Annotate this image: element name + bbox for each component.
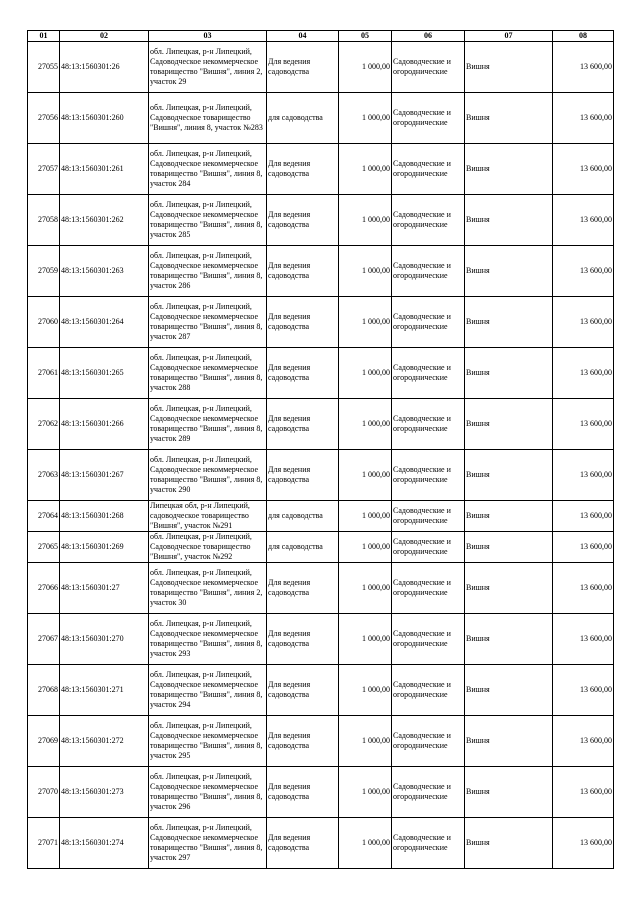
cell-area-value: 1 000,00	[339, 144, 392, 195]
cell-land-category: Садоводческие и огороднические	[392, 501, 465, 532]
cell-cadastral-value: 13 600,00	[553, 716, 614, 767]
col-header-04: 04	[267, 31, 339, 42]
cell-address	[149, 348, 267, 399]
address-text: обл. Липецкая, р-н Липецкий, Садоводческое некоммерческое товарищество "Вишня", линия 2, участок 30	[150, 568, 263, 607]
cell-row-number: 27070	[28, 767, 60, 818]
cell-cadastral-number: 48:13:1560301:267	[60, 450, 149, 501]
address-text: Липецкая обл, р-н Липецкий, садоводческое товарищество "Вишня", участок №291	[150, 501, 250, 530]
cell-land-category: Садоводческие и огороднические	[392, 297, 465, 348]
cell-row-number: 27069	[28, 716, 60, 767]
cell-permitted-use: Для ведения садоводства	[267, 399, 339, 450]
cell-cadastral-number: 48:13:1560301:263	[60, 246, 149, 297]
cell-cadastral-number: 48:13:1560301:274	[60, 818, 149, 869]
address-text: обл. Липецкая, р-н Липецкий, Садоводческое некоммерческое товарищество "Вишня", линия 8, участок 295	[150, 721, 263, 760]
cell-row-number: 27061	[28, 348, 60, 399]
table-row	[28, 532, 614, 563]
col-header-05: 05	[339, 31, 392, 42]
cell-land-category: Садоводческие и огороднические	[392, 246, 465, 297]
cell-cadastral-value: 13 600,00	[553, 532, 614, 563]
cell-address	[149, 93, 267, 144]
land-register-table	[27, 30, 614, 869]
cell-permitted-use: Для ведения садоводства	[267, 246, 339, 297]
address-text: обл. Липецкая, р-н Липецкий, Садоводческое некоммерческое товарищество "Вишня", линия 8, участок 288	[150, 353, 263, 392]
table-row	[28, 501, 614, 532]
cell-permitted-use: для садоводства	[267, 93, 339, 144]
cell-permitted-use: для садоводства	[267, 532, 339, 563]
cell-address	[149, 246, 267, 297]
cell-cadastral-value: 13 600,00	[553, 665, 614, 716]
cell-association-name: Вишня	[465, 614, 553, 665]
cell-area-value: 1 000,00	[339, 818, 392, 869]
address-text: обл. Липецкая, р-н Липецкий, Садоводческое некоммерческое товарищество "Вишня", линия 8, участок 287	[150, 302, 263, 341]
cell-row-number: 27068	[28, 665, 60, 716]
table-row	[28, 399, 614, 450]
cell-cadastral-number: 48:13:1560301:264	[60, 297, 149, 348]
cell-permitted-use: Для ведения садоводства	[267, 42, 339, 93]
cell-association-name: Вишня	[465, 42, 553, 93]
cell-association-name: Вишня	[465, 716, 553, 767]
cell-association-name: Вишня	[465, 665, 553, 716]
address-text: обл. Липецкая, р-н Липецкий, Садоводческое некоммерческое товарищество "Вишня", линия 8, участок 289	[150, 404, 263, 443]
cell-area-value: 1 000,00	[339, 93, 392, 144]
cell-address	[149, 144, 267, 195]
cell-cadastral-number: 48:13:1560301:268	[60, 501, 149, 532]
cell-area-value: 1 000,00	[339, 665, 392, 716]
header-row	[28, 31, 614, 42]
address-text: обл. Липецкая, р-н Липецкий, Садоводческое некоммерческое товарищество "Вишня", линия 8, участок 297	[150, 823, 263, 862]
cell-address	[149, 501, 267, 532]
cell-association-name: Вишня	[465, 563, 553, 614]
address-text: обл. Липецкая, р-н Липецкий, Садоводческое некоммерческое товарищество "Вишня", линия 2, участок 29	[150, 47, 263, 86]
cell-row-number: 27060	[28, 297, 60, 348]
table-row	[28, 42, 614, 93]
cell-address	[149, 532, 267, 563]
cell-permitted-use: Для ведения садоводства	[267, 665, 339, 716]
table-row	[28, 563, 614, 614]
cell-land-category: Садоводческие и огороднические	[392, 42, 465, 93]
cell-row-number: 27066	[28, 563, 60, 614]
cell-cadastral-number: 48:13:1560301:261	[60, 144, 149, 195]
table-row	[28, 195, 614, 246]
cell-area-value: 1 000,00	[339, 767, 392, 818]
cell-association-name: Вишня	[465, 246, 553, 297]
cell-permitted-use: Для ведения садоводства	[267, 195, 339, 246]
address-text: обл. Липецкая, р-н Липецкий, Садоводческое некоммерческое товарищество "Вишня", линия 8, участок 285	[150, 200, 263, 239]
cell-land-category: Садоводческие и огороднические	[392, 348, 465, 399]
col-header-02: 02	[60, 31, 149, 42]
col-header-03: 03	[149, 31, 267, 42]
cell-land-category: Садоводческие и огороднические	[392, 818, 465, 869]
cell-cadastral-number: 48:13:1560301:266	[60, 399, 149, 450]
cell-cadastral-number: 48:13:1560301:27	[60, 563, 149, 614]
cell-land-category: Садоводческие и огороднические	[392, 767, 465, 818]
cell-association-name: Вишня	[465, 93, 553, 144]
cell-permitted-use: Для ведения садоводства	[267, 348, 339, 399]
table-row	[28, 716, 614, 767]
cell-address	[149, 665, 267, 716]
cell-area-value: 1 000,00	[339, 399, 392, 450]
cell-row-number: 27065	[28, 532, 60, 563]
table-row	[28, 144, 614, 195]
cell-permitted-use: Для ведения садоводства	[267, 563, 339, 614]
cell-row-number: 27058	[28, 195, 60, 246]
cell-permitted-use: Для ведения садоводства	[267, 450, 339, 501]
cell-permitted-use: Для ведения садоводства	[267, 818, 339, 869]
cell-land-category: Садоводческие и огороднические	[392, 195, 465, 246]
table-row	[28, 450, 614, 501]
cell-permitted-use: Для ведения садоводства	[267, 144, 339, 195]
cell-cadastral-number: 48:13:1560301:270	[60, 614, 149, 665]
cell-address	[149, 818, 267, 869]
cell-land-category: Садоводческие и огороднические	[392, 399, 465, 450]
cell-row-number: 27057	[28, 144, 60, 195]
cell-area-value: 1 000,00	[339, 450, 392, 501]
cell-area-value: 1 000,00	[339, 348, 392, 399]
table-row	[28, 297, 614, 348]
address-text: обл. Липецкая, р-н Липецкий, Садоводческое некоммерческое товарищество "Вишня", линия 8, участок 296	[150, 772, 263, 811]
cell-permitted-use: Для ведения садоводства	[267, 297, 339, 348]
cell-address	[149, 42, 267, 93]
cell-area-value: 1 000,00	[339, 501, 392, 532]
cell-area-value: 1 000,00	[339, 532, 392, 563]
cell-cadastral-value: 13 600,00	[553, 767, 614, 818]
address-text: обл. Липецкая, р-н Липецкий, Садоводческое некоммерческое товарищество "Вишня", линия 8, участок 284	[150, 149, 263, 188]
table-row	[28, 246, 614, 297]
cell-land-category: Садоводческие и огороднические	[392, 450, 465, 501]
cell-land-category: Садоводческие и огороднические	[392, 93, 465, 144]
cell-row-number: 27071	[28, 818, 60, 869]
address-text: обл. Липецкая, р-н Липецкий, Садоводческое некоммерческое товарищество "Вишня", линия 8, участок 294	[150, 670, 263, 709]
cell-area-value: 1 000,00	[339, 563, 392, 614]
cell-cadastral-value: 13 600,00	[553, 399, 614, 450]
cell-area-value: 1 000,00	[339, 246, 392, 297]
cell-association-name: Вишня	[465, 297, 553, 348]
cell-row-number: 27055	[28, 42, 60, 93]
col-header-01: 01	[28, 31, 60, 42]
cell-address	[149, 716, 267, 767]
cell-cadastral-number: 48:13:1560301:272	[60, 716, 149, 767]
cell-association-name: Вишня	[465, 195, 553, 246]
cell-area-value: 1 000,00	[339, 42, 392, 93]
cell-cadastral-number: 48:13:1560301:26	[60, 42, 149, 93]
cell-address	[149, 399, 267, 450]
cell-cadastral-value: 13 600,00	[553, 348, 614, 399]
table-row	[28, 767, 614, 818]
address-text: обл. Липецкая, р-н Липецкий, Садоводческое некоммерческое товарищество "Вишня", линия 8, участок 290	[150, 455, 263, 494]
cell-area-value: 1 000,00	[339, 716, 392, 767]
table-row	[28, 818, 614, 869]
cell-land-category: Садоводческие и огороднические	[392, 144, 465, 195]
cell-permitted-use: Для ведения садоводства	[267, 614, 339, 665]
cell-association-name: Вишня	[465, 348, 553, 399]
cell-row-number: 27059	[28, 246, 60, 297]
cell-row-number: 27056	[28, 93, 60, 144]
cell-row-number: 27062	[28, 399, 60, 450]
cell-association-name: Вишня	[465, 501, 553, 532]
cell-association-name: Вишня	[465, 144, 553, 195]
cell-cadastral-number: 48:13:1560301:260	[60, 93, 149, 144]
col-header-07: 07	[465, 31, 553, 42]
cell-address	[149, 767, 267, 818]
cell-cadastral-value: 13 600,00	[553, 93, 614, 144]
cell-land-category: Садоводческие и огороднические	[392, 614, 465, 665]
cell-cadastral-value: 13 600,00	[553, 614, 614, 665]
cell-land-category: Садоводческие и огороднические	[392, 532, 465, 563]
cell-row-number: 27063	[28, 450, 60, 501]
cell-cadastral-value: 13 600,00	[553, 818, 614, 869]
cell-row-number: 27067	[28, 614, 60, 665]
cell-cadastral-number: 48:13:1560301:271	[60, 665, 149, 716]
cell-row-number: 27064	[28, 501, 60, 532]
col-header-08: 08	[553, 31, 614, 42]
cell-association-name: Вишня	[465, 532, 553, 563]
cell-cadastral-number: 48:13:1560301:262	[60, 195, 149, 246]
cell-association-name: Вишня	[465, 450, 553, 501]
table-row	[28, 93, 614, 144]
cell-cadastral-value: 13 600,00	[553, 42, 614, 93]
cell-cadastral-number: 48:13:1560301:269	[60, 532, 149, 563]
cell-address	[149, 614, 267, 665]
cell-address	[149, 195, 267, 246]
address-text: обл. Липецкая, р-н Липецкий, Садоводческое некоммерческое товарищество "Вишня", линия 8, участок 286	[150, 251, 263, 290]
cell-permitted-use: для садоводства	[267, 501, 339, 532]
cell-cadastral-number: 48:13:1560301:265	[60, 348, 149, 399]
cell-land-category: Садоводческие и огороднические	[392, 563, 465, 614]
cell-cadastral-value: 13 600,00	[553, 450, 614, 501]
cell-address	[149, 450, 267, 501]
cell-cadastral-value: 13 600,00	[553, 297, 614, 348]
cell-address	[149, 297, 267, 348]
cell-cadastral-value: 13 600,00	[553, 246, 614, 297]
cell-cadastral-value: 13 600,00	[553, 144, 614, 195]
cell-land-category: Садоводческие и огороднические	[392, 665, 465, 716]
address-text: обл. Липецкая, р-н Липецкий, Садоводческое некоммерческое товарищество "Вишня", линия 8, участок 293	[150, 619, 263, 658]
cell-permitted-use: Для ведения садоводства	[267, 716, 339, 767]
cell-cadastral-value: 13 600,00	[553, 195, 614, 246]
cell-cadastral-value: 13 600,00	[553, 563, 614, 614]
cell-cadastral-value: 13 600,00	[553, 501, 614, 532]
cell-association-name: Вишня	[465, 399, 553, 450]
cell-land-category: Садоводческие и огороднические	[392, 716, 465, 767]
cell-association-name: Вишня	[465, 818, 553, 869]
cell-permitted-use: Для ведения садоводства	[267, 767, 339, 818]
table-row	[28, 348, 614, 399]
table-body	[28, 42, 614, 869]
cell-area-value: 1 000,00	[339, 195, 392, 246]
cell-address	[149, 563, 267, 614]
cell-cadastral-number: 48:13:1560301:273	[60, 767, 149, 818]
cell-area-value: 1 000,00	[339, 614, 392, 665]
cell-association-name: Вишня	[465, 767, 553, 818]
address-text: обл. Липецкая, р-н Липецкий, Садоводческое товарищество "Вишня", линия 8, участок №283	[150, 103, 263, 132]
col-header-06: 06	[392, 31, 465, 42]
address-text: обл. Липецкая, р-н Липецкий, Садоводческое товарищество "Вишня", участок №292	[150, 532, 252, 561]
table-row	[28, 665, 614, 716]
table-row	[28, 614, 614, 665]
cell-area-value: 1 000,00	[339, 297, 392, 348]
